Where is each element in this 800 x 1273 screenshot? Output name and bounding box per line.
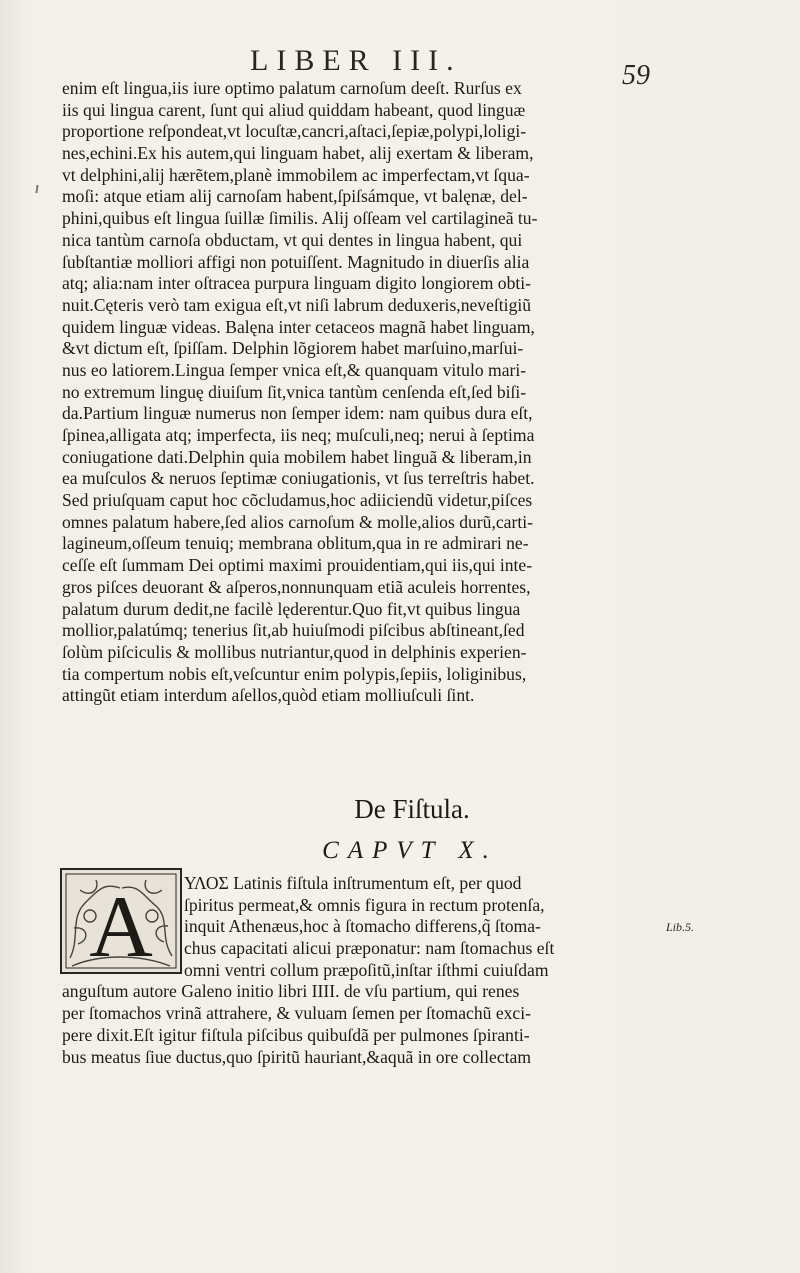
marginal-note: Lib.5. (666, 920, 695, 934)
text-line: omnes palatum habere,ſed alios carnoſum & molle,alios durũ,carti- (62, 511, 533, 532)
text-line: palatum durum dedit,ne facilè lęderentur.Quo fit,vt quibus lingua (62, 598, 521, 619)
text-line: vt delphini,alij hærẽtem,planè immobilem ac imperfectam,vt ſqua- (62, 164, 530, 185)
text-line: no extremum linguę diuiſum ſit,vnica tantùm cenſenda eſt,ſed biſi- (62, 381, 527, 402)
text-line: &vt dictum eſt, ſpiſſam. Delphin lõgiorem habet marſuino,marſui- (62, 338, 524, 359)
text-line: ſubſtantiæ molliori affigi non potuiſſent. Magnitudo in diuerſis alia (62, 251, 530, 272)
initial-letter: A (89, 879, 153, 974)
text-line: ΥΛΟΣ Latinis fiſtula inſtrumentum eſt, per quod (184, 873, 522, 893)
text-line: attingũt etiam interdum aſellos,quòd etiam molliuſculi ſint. (62, 685, 475, 706)
chapter-text-block (62, 872, 642, 1067)
text-line: mollior,palatúmq; tenerius ſit,ab huiuſmodi piſcibus abſtineant,ſed (62, 620, 525, 641)
text-line: lagineum,oſſeum tenuiq; membrana oblitum,qua in re admirari ne- (62, 533, 529, 554)
text-line: proportione reſpondeat,vt locuſtæ,cancri,aſtaci,ſepiæ,polypi,loligi- (62, 121, 527, 142)
text-line: Sed priuſquam caput hoc cõcludamus,hoc adiiciendũ videtur,piſces (62, 490, 533, 511)
margin-mark (35, 185, 38, 193)
text-line: ſpiritus permeat,& omnis figura in rectum protenſa, (184, 894, 545, 915)
text-line: nus eo latiorem.Lingua ſemper vnica eſt,& quanquam vitulo mari- (62, 359, 527, 380)
text-line: atq; alia:nam inter oſtracea purpura linguam digito longiorem obti- (62, 273, 532, 294)
main-text-block (62, 78, 622, 707)
text-line: enim eſt lingua,iis iure optimo palatum carnoſum deeſt. Rurſus ex (62, 78, 522, 98)
text-line: moſi: atque etiam alij carnoſam habent,ſpiſsámque, vt balęnæ, del- (62, 186, 528, 207)
text-line: quidem linguæ videas. Balęna inter cetaceos magnã habet linguam, (62, 316, 535, 337)
text-line: inquit Athenæus,hoc à ſtomacho differens,q̃ ſtoma- (184, 916, 541, 937)
page-number: 59 (622, 60, 650, 91)
text-line: nes,echini.Ex his autem,qui linguam habet, alij exertam & liberam, (62, 143, 534, 164)
text-line: coniugatione dati.Delphin quia mobilem habet linguã & liberam,in (62, 446, 532, 467)
text-line: ſolùm piſciculis & mollibus nutriantur,quod in delphinis experien- (62, 641, 527, 662)
running-head: LIBER III. (250, 44, 462, 77)
chapter-number: CAPVT X. (322, 837, 498, 864)
chapter-title: De Fiſtula. (354, 794, 470, 824)
text-line: ſpinea,alligata atq; imperfecta, iis neq; muſculi,neq; nerui à ſeptima (62, 425, 535, 445)
text-line: tia compertum nobis eſt,veſcuntur enim polypis,ſepiis, loliginibus, (62, 663, 527, 684)
text-line: bus meatus ſiue ductus,quo ſpiritũ hauriant,&aquã in ore collectam (62, 1046, 532, 1067)
text-line: chus capacitati alicui præponatur: nam ſtomachus eſt (184, 938, 555, 959)
text-line: pere dixit.Eſt igitur fiſtula piſcibus quibuſdã per pulmones ſpiranti- (62, 1024, 530, 1045)
text-line: nica tantùm carnoſa obductam, vt qui dentes in lingua habent, qui (62, 229, 523, 250)
text-line: nuit.Cęteris verò tam exigua eſt,vt niſi labrum deduxeris,neveſtigiũ (62, 294, 532, 315)
text-line: iis qui lingua carent, ſunt qui aliud quiddam habeant, quod linguæ (62, 99, 526, 120)
text-line: anguſtum autore Galeno initio libri IIII. de vſu partium, qui renes (62, 981, 520, 1002)
text-line: ea muſculos & neruos ſeptimæ coniugationis, vt ſus terreſtris habet. (62, 468, 535, 489)
text-line: omni ventri collum præpoſitũ,inſtar iſthmi cuiuſdam (184, 959, 549, 980)
text-line: gros piſces deuorant & aſperos,nonnunquam etiã aculeis horrentes, (62, 576, 531, 597)
text-line: phini,quibus eſt lingua ſuillæ ſimilis. Alij oſſeam vel cartilagineã tu- (62, 208, 538, 229)
text-line: per ſtomachos vrinã attrahere, & vuluam ſemen per ſtomachũ exci- (62, 1003, 531, 1024)
text-line: ceſſe eſt ſummam Dei optimi maximi prouidentiam,qui iis,qui inte- (62, 555, 533, 576)
text-line: da.Partium linguæ numerus non ſemper idem: nam quibus dura eſt, (62, 403, 533, 424)
